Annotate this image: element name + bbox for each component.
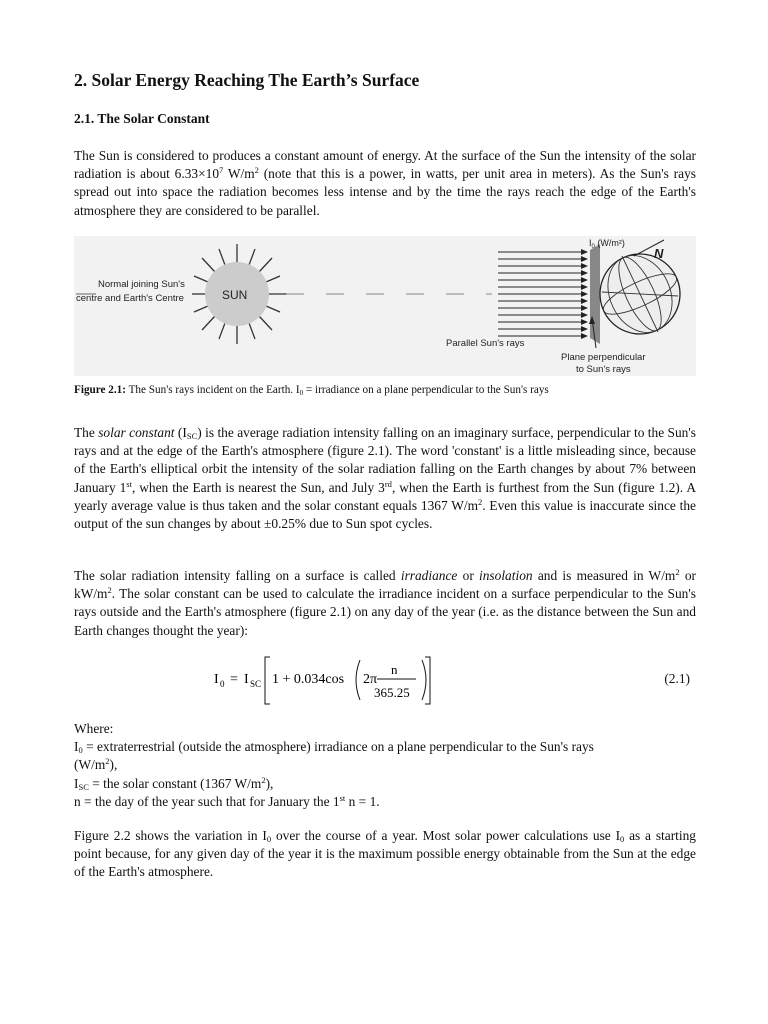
where-line-units: $(W/m^2)$, (74, 756, 118, 773)
where-line-i0: $I_0$ = extraterrestrial (outside the atmosphere) irradiance on a plane perpendicular to the Sun's rays (74, 739, 594, 756)
plane-label-line1: Plane perpendicular (561, 352, 646, 363)
sun-label: SUN (222, 288, 248, 302)
where-heading: Where: (74, 721, 114, 736)
figure-2-1 (74, 236, 696, 376)
paragraph-figure-2-2: Figure 2.2 shows the variation in $I_0$ over the course of a year. Most solar power calculations use $I_0$ as a starting point because, for any given day of the year it is the maximum possible energy obtainable from the Sun at the edge of the Earth's atmosphere. (74, 828, 696, 880)
eq-numerator: n (391, 662, 398, 677)
eq-one-plus: 1 + 0.034cos (272, 672, 345, 687)
plane-label-line2: to Sun's rays (576, 364, 631, 375)
equation-graphic (74, 652, 634, 708)
subsection-heading: 2.1. The Solar Constant (74, 111, 210, 126)
section-heading: 2. Solar Energy Reaching The Earth’s Surface (74, 70, 420, 90)
eq-isc: I (244, 672, 249, 687)
eq-denominator: 365.25 (374, 685, 410, 700)
paragraph-solar-energy: The Sun is considered to produces a constant amount of energy. At the surface of the Sun the intensity of the solar radiation is about $6.33\times 10^7$ $W/m^2$ (note that this is a power, in watts, per unit area in meters). As the Sun's rays spread out into space the radiation becomes less intense and by the time the rays reach the edge of the Earth's atmosphere they are considered to be parallel. (74, 148, 696, 218)
eq-bracket-left (265, 657, 270, 704)
eq-paren-right (422, 660, 426, 700)
normal-label-line1: Normal joining Sun's (98, 279, 185, 290)
eq-paren-left (356, 660, 360, 700)
eq-two-pi: 2π (363, 672, 378, 687)
paragraph-irradiance: The solar radiation intensity falling on a surface is called irradiance or insolation and is measured in $W/m^2$ or $kW/m^2$. The solar constant can be used to calculate the irradiance incident on a surface perpendicular to the Sun's rays outside and the Earth's atmosphere (figure 2.1) on any day of the year (i.e. as the distance between the Sun and Earth changes thought the year): (74, 567, 696, 638)
equation-2-1 (74, 652, 696, 708)
eq-equals: = (230, 672, 238, 687)
perpendicular-plane (590, 244, 600, 344)
paragraph-solar-constant: The solar constant $(I_{SC})$ is the average radiation intensity falling on an imaginary surface, perpendicular to the Sun's rays and at the edge of the Earth's atmosphere (figure 2.1). The word 'constant' is a little misleading since, because of the Earth's elliptical orbit the intensity of the solar radiation falling on the Earth changes by about 7% between January 1st, when the Earth is nearest the Sun, and July 3rd, when the Earth is furthest from the Sun (figure 1.2). A yearly average value is thus taken and the solar constant equals 1367 $W/m^2$. Even this value is inaccurate since the output of the sun changes by about ±0.25% due to Sun spot cycles. (74, 425, 697, 532)
figure-caption: Figure 2.1: The Sun's rays incident on the Earth. $I_0$ = irradiance on a plane perpendicular to the Sun's rays (74, 384, 549, 397)
eq-lhs: I (214, 672, 219, 687)
io-label: $I_0$ (W/m²) (589, 238, 625, 250)
where-line-n: n = the day of the year such that for January the 1st n = 1. (74, 792, 380, 809)
north-label: N (654, 246, 664, 261)
where-line-isc: $I_{SC}$ = the solar constant (1367 $W/m^2$), (74, 774, 274, 792)
eq-lhs-sub: 0 (220, 679, 225, 689)
equation-number: (2.1) (664, 671, 690, 686)
eq-isc-sub: SC (250, 679, 262, 689)
where-block (74, 720, 696, 811)
parallel-rays-label: Parallel Sun's rays (446, 338, 525, 349)
sun-earth-diagram (74, 236, 696, 376)
normal-label-line2: centre and Earth's Centre (76, 293, 184, 304)
